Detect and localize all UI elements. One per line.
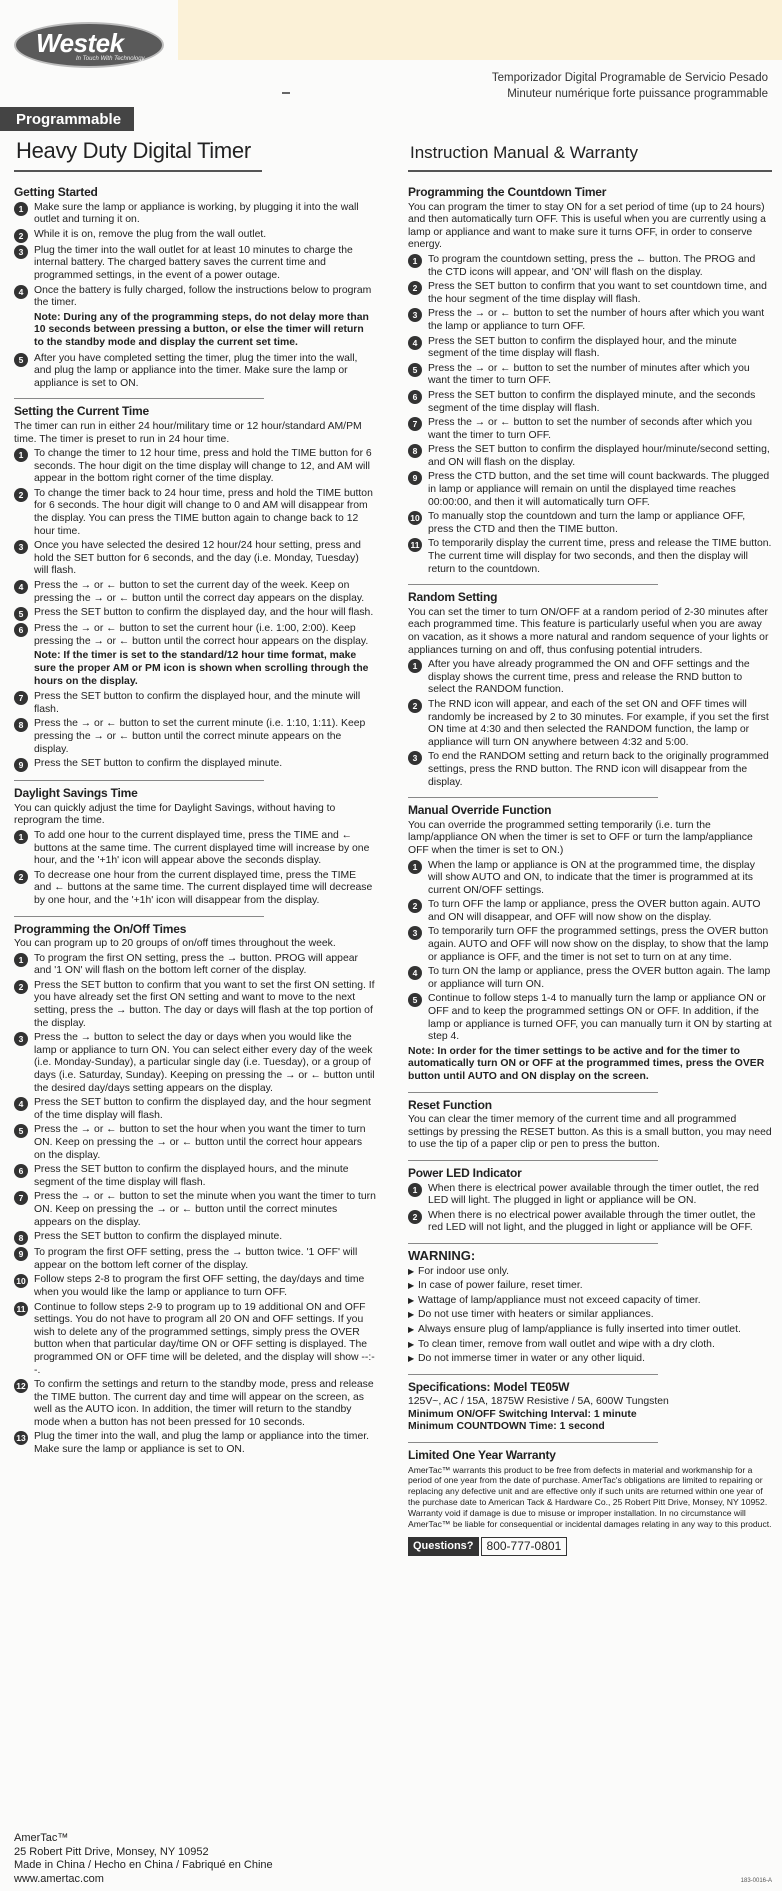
spec-line: Minimum COUNTDOWN Time: 1 second	[408, 1421, 605, 1433]
print-mark	[282, 92, 290, 94]
section-title: Manual Override Function	[408, 803, 552, 818]
section-divider	[408, 797, 658, 798]
step: 7 Press the SET button to confirm the displayed hour, and the minute will flash.	[14, 691, 376, 716]
section-power-led	[408, 1167, 772, 1235]
step: 3 To temporarily turn OFF the programmed settings, press the OVER button again. AUTO and OFF will now show on the display, to show that the lamp or appliance is OFF, and the timer is not set to turn on at any time.	[408, 926, 772, 964]
section-divider	[408, 1160, 658, 1161]
step: 4 To turn ON the lamp or appliance, press the OVER button again. The lamp or appliance will turn ON.	[408, 966, 772, 991]
warning-item: ▶ Do not use timer with heaters or similar appliances.	[408, 1309, 654, 1321]
step: 9 Press the CTD button, and the set time will count backwards. The plugged in lamp or appliance will remain on until the displayed time reaches 00:00:00, and then it will automatically turn OFF.	[408, 471, 772, 509]
logo-tagline: In Touch With Technology	[76, 56, 145, 62]
step: 1 Make sure the lamp or appliance is working, by plugging it into the wall outlet and turning it on.	[14, 202, 376, 227]
section-on-off-times	[14, 923, 376, 1457]
step: 10 Follow steps 2-8 to program the first OFF setting, the day/days and time when you would like the lamp or appliance to turn OFF.	[14, 1274, 376, 1299]
step: 1 To add one hour to the current displayed time, press the TIME and ← buttons at the same time. The current displayed time will increase by one hour, and the '+1h' icon will appear above the seconds display.	[14, 830, 376, 868]
section-daylight-savings	[14, 787, 376, 907]
top-color-band	[178, 0, 782, 60]
manual-title: Instruction Manual & Warranty	[410, 143, 639, 162]
westek-logo	[14, 22, 164, 78]
step: 2 To turn OFF the lamp or appliance, press the OVER button again. AUTO and ON will disappear, and OFF will now show on the display.	[408, 899, 772, 924]
step: 1 To change the timer to 12 hour time, press and hold the TIME button for 6 seconds. The hour digit on the time display will change to 12, and AM will appear in the bottom right corner of the time display.	[14, 448, 376, 486]
step: 3 Once you have selected the desired 12 hour/24 hour setting, press and hold the SET button for 6 seconds, and the day (i.e. Monday, Tuesday) will flash.	[14, 540, 376, 578]
step: 3 To end the RANDOM setting and return back to the originally programmed settings, press the RND button. The RND icon will disappear from the display.	[408, 751, 772, 789]
step: 5 After you have completed setting the timer, plug the timer into the wall, and plug the lamp or appliance into the timer. Make sure the lamp or appliance is set to ON.	[14, 353, 376, 391]
spec-line: Minimum ON/OFF Switching Interval: 1 minute	[408, 1408, 637, 1420]
section-title: Getting Started	[14, 185, 98, 199]
section-divider	[408, 1243, 658, 1244]
section-title: Setting the Current Time	[14, 404, 149, 419]
step: 2 While it is on, remove the plug from the wall outlet.	[14, 229, 376, 243]
section-divider	[408, 1092, 658, 1093]
step: 3 Plug the timer into the wall outlet for at least 10 minutes to charge the internal battery. The charged battery saves the current time and programmed settings, in the event of a power outage.	[14, 245, 376, 283]
section-title: Power LED Indicator	[408, 1165, 522, 1180]
warning-item: ▶ For indoor use only.	[408, 1265, 510, 1277]
section-title: Daylight Savings Time	[14, 786, 138, 801]
warning-item: ▶ In case of power failure, reset timer.	[408, 1280, 583, 1292]
section-manual-override	[408, 804, 772, 1083]
step: 1 To program the first ON setting, press the → button. PROG will appear and '1 ON' will flash on the bottom left corner of the display.	[14, 953, 376, 978]
step: 5 Press the → or ← button to set the number of minutes after which you want the timer to turn OFF.	[408, 363, 772, 388]
support-phone[interactable]: 800-777-0801	[481, 1537, 568, 1556]
step: 2 Press the SET button to confirm that you want to set countdown time, and the hour segment of the time display will flash.	[408, 281, 772, 306]
title-rule-right	[408, 170, 772, 172]
logo-brand: Westek	[36, 28, 124, 58]
step: 11 To temporarily display the current time, press and release the TIME button. The current time will display for two seconds, and then the display will return to the countdown.	[408, 538, 772, 576]
step: 4 Once the battery is fully charged, follow the instructions below to program the timer.	[14, 285, 376, 310]
step: 6 Press the SET button to confirm the displayed minute, and the seconds segment of the time display will flash.	[408, 390, 772, 415]
section-intro: You can program up to 20 groups of on/off times throughout the week.	[14, 938, 336, 950]
step: 5 Continue to follow steps 1-4 to manually turn the lamp or appliance ON or OFF and to keep the programmed settings ON or OFF. In addition, if the lamp or appliance is turned OFF, you can manually turn it ON by starting at step 4.	[408, 993, 772, 1043]
section-text: You can clear the timer memory of the current time and all programmed settings by pressing the RESET button. As this is a small button, you may need to use the tip of a paper clip or pen to press the button.	[408, 1114, 772, 1151]
step: 6 Press the SET button to confirm the displayed hours, and the minute segment of the time display will flash.	[14, 1164, 376, 1189]
warning-item: ▶ Wattage of lamp/appliance must not exceed capacity of timer.	[408, 1294, 701, 1306]
title-spanish: Temporizador Digital Programable de Servicio Pesado	[491, 72, 768, 84]
note: Note: In order for the timer settings to be active and for the timer to automatically turn ON or OFF at the programmed times, press the OVER button until AUTO and ON display on the screen.	[408, 1045, 765, 1082]
section-intro: You can program the timer to stay ON for a set period of time (up to 24 hours) and then automatically turn OFF. This is useful when you are currently using a lamp or appliance and want to make sure it turns OFF, in order to conserve energy.	[408, 201, 766, 251]
step: 4 Press the SET button to confirm the displayed day, and the hour segment of the time display will flash.	[14, 1097, 376, 1122]
step: 2 When there is no electrical power available through the timer outlet, the red LED will not light, and the plugged in light or appliance will be OFF.	[408, 1210, 772, 1235]
step: 13 Plug the timer into the wall, and plug the lamp or appliance into the timer. Make sure the lamp or appliance is set to ON.	[14, 1431, 376, 1456]
step: 8 Press the → or ← button to set the current minute (i.e. 1:10, 1:11). Keep pressing the → or ← button until the correct minute appears on the display.	[14, 718, 376, 756]
bullet-icon: ▶	[408, 1354, 415, 1364]
left-column	[14, 186, 376, 1465]
section-title: Reset Function	[408, 1097, 492, 1112]
title-french: Minuteur numérique forte puissance programmable	[507, 88, 768, 100]
step: 1 After you have already programmed the ON and OFF settings and the display shows the current time, press and release the RND button to select the RANDOM function.	[408, 659, 772, 697]
section-intro: You can override the programmed setting temporarily (i.e. turn the lamp/appliance ON when the timer is set to OFF or turn the lamp/appliance OFF when the timer is set to ON.)	[408, 819, 753, 856]
section-countdown	[408, 186, 772, 576]
step: 2 To decrease one hour from the current displayed time, press the TIME and ← buttons at the same time. The current displayed time will decrease by one hour, and the '+1h' icon will disappear from the display.	[14, 870, 376, 908]
step: 6 Press the → or ← button to set the current hour (i.e. 1:00, 2:00). Keep pressing the → or ← button until the correct hour appears on the display.	[14, 623, 376, 648]
step: 7 Press the → or ← button to set the number of seconds after which you want the timer to turn OFF.	[408, 417, 772, 442]
section-intro: The timer can run in either 24 hour/military time or 12 hour/standard AM/PM time. The timer is preset to run in 24 hour time.	[14, 420, 362, 445]
note: Note: During any of the programming steps, do not delay more than 10 seconds between pressing a button, or else the timer will return to the standby mode and display the current set time.	[34, 311, 369, 348]
section-title: Programming the On/Off Times	[14, 921, 187, 936]
section-divider	[14, 916, 264, 917]
warning-title: WARNING:	[408, 1247, 476, 1263]
step: 5 Press the → or ← button to set the hour when you want the timer to turn ON. Keep on pressing the → or ← button until the correct hour appears on the display.	[14, 1124, 376, 1162]
bullet-icon: ▶	[408, 1295, 415, 1305]
warning-item: ▶ To clean timer, remove from wall outlet and wipe with a dry cloth.	[408, 1338, 715, 1350]
warning-item: ▶ Do not immerse timer in water or any other liquid.	[408, 1353, 645, 1365]
step: 5 Press the SET button to confirm the displayed day, and the hour will flash.	[14, 607, 376, 621]
step: 9 To program the first OFF setting, press the → button twice. '1 OFF' will appear on the bottom left corner of the display.	[14, 1247, 376, 1272]
section-divider	[408, 1442, 658, 1443]
section-warranty	[408, 1449, 772, 1556]
bullet-icon: ▶	[408, 1281, 415, 1291]
bullet-icon: ▶	[408, 1266, 415, 1276]
step: 9 Press the SET button to confirm the displayed minute.	[14, 758, 376, 772]
note: Note: If the timer is set to the standard/12 hour time format, make sure the proper AM or PM icon is shown when scrolling through the hours on the display.	[34, 650, 369, 687]
section-random	[408, 591, 772, 789]
questions-box	[408, 1537, 772, 1556]
company-address: 25 Robert Pitt Drive, Monsey, NY 10952	[14, 1845, 209, 1858]
bullet-icon: ▶	[408, 1324, 415, 1334]
company-name: AmerTac™	[14, 1832, 69, 1844]
section-divider	[14, 780, 264, 781]
section-current-time	[14, 405, 376, 772]
step: 3 Press the → button to select the day or days when you would like the lamp or appliance to turn ON. You can select either every day of the week (i.e. Monday-Sunday), a particular single day (i.e. Tuesday), or a group of days (i.e. Saturday, Sunday). Keeping on pressing the → or ← button until the desired day/days setting appears on the display.	[14, 1032, 376, 1095]
company-website[interactable]: www.amertac.com	[14, 1872, 104, 1885]
section-getting-started	[14, 186, 376, 390]
section-title: Specifications: Model TE05W	[408, 1379, 570, 1394]
section-title: Limited One Year Warranty	[408, 1448, 556, 1463]
company-footer	[14, 1832, 273, 1886]
part-number: 183-0016-A	[740, 1878, 772, 1884]
section-title: Random Setting	[408, 590, 498, 605]
step: 2 The RND icon will appear, and each of the set ON and OFF times will randomly be increased by 2 to 30 minutes. For example, if you set the first ON time at 4:30 and then selected the RANDOM function, the lamp or appliance will turn ON anywhere between 4:32 and 5:00.	[408, 699, 772, 749]
bullet-icon: ▶	[408, 1310, 415, 1320]
section-title: Programming the Countdown Timer	[408, 185, 607, 199]
questions-label: Questions?	[408, 1537, 479, 1556]
step: 7 Press the → or ← button to set the minute when you want the timer to turn ON. Keep on pressing the → or ← button until the correct minutes appears on the display.	[14, 1191, 376, 1229]
warning-item: ▶ Always ensure plug of lamp/appliance is fully inserted into timer outlet.	[408, 1323, 741, 1335]
section-specifications	[408, 1381, 772, 1434]
step: 11 Continue to follow steps 2-9 to program up to 19 additional ON and OFF settings. You do not have to program all 20 ON and OFF settings. If you wish to delete any of the programmed settings, simply press the OVER button when that particular day/time ON or OFF setting is displayed. The programmed ON or OFF time will be deleted, and the display will show --:--.	[14, 1302, 376, 1378]
step: 4 Press the SET button to confirm the displayed hour, and the minute segment of the time display will flash.	[408, 336, 772, 361]
step: 2 To change the timer back to 24 hour time, press and hold the TIME button for 6 seconds. The hour digit will change to 0 and AM will disappear from the display. You can press the TIME button again to change back to 12 hour time.	[14, 488, 376, 538]
spec-line: 125V~, AC / 15A, 1875W Resistive / 5A, 600W Tungsten	[408, 1396, 669, 1408]
warranty-text: AmerTac™ warrants this product to be free from defects in material and workmanship for a period of one year from the date of purchase. AmerTac's obligations are limited to repairing or replacing any defective unit and are effective only if such units are returned within one year of the purchase date to American Tack & Hardware Co., 25 Robert Pitt Drive, Monsey, NY 10952. Warranty void if damage is due to misuse or improper installation. In no circumstance will AmerTac™ be liable for consequential or incidental damages relating in any way to this product.	[408, 1464, 772, 1529]
step: 1 When the lamp or appliance is ON at the programmed time, the display will show AUTO and ON, to indicate that the timer is programmed at its current ON/OFF settings.	[408, 860, 772, 898]
step: 2 Press the SET button to confirm that you want to set the first ON setting. If you have already set the first ON setting and want to move to the next setting, press the → button. The day or days will flash at the top portion of the display.	[14, 980, 376, 1030]
programmable-badge: Programmable	[0, 107, 134, 131]
section-warning	[408, 1247, 772, 1366]
right-column	[408, 186, 772, 1564]
section-reset	[408, 1099, 772, 1152]
section-divider	[14, 398, 264, 399]
title-rule-left	[14, 170, 262, 172]
made-in: Made in China / Hecho en China / Fabriqué en Chine	[14, 1859, 273, 1872]
bullet-icon: ▶	[408, 1339, 415, 1349]
step: 8 Press the SET button to confirm the displayed hour/minute/second setting, and ON will flash on the display.	[408, 444, 772, 469]
page-title: Heavy Duty Digital Timer	[16, 138, 251, 163]
section-intro: You can quickly adjust the time for Daylight Savings, without having to reprogram the time.	[14, 802, 336, 827]
step: 3 Press the → or ← button to set the number of hours after which you want the lamp or appliance to turn OFF.	[408, 308, 772, 333]
step: 10 To manually stop the countdown and turn the lamp or appliance OFF, press the CTD and then the TIME button.	[408, 511, 772, 536]
step: 4 Press the → or ← button to set the current day of the week. Keep on pressing the → or ← button until the correct day appears on the display.	[14, 580, 376, 605]
section-divider	[408, 1374, 658, 1375]
step: 12 To confirm the settings and return to the standby mode, press and release the TIME button. The current day and time will appear on the screen, as well as the AUTO icon. In addition, the timer will return to the standby mode when a button has not been pressed for 10 seconds.	[14, 1379, 376, 1429]
step: 1 To program the countdown setting, press the ← button. The PROG and the CTD icons will appear, and 'ON' will flash on the display.	[408, 254, 772, 279]
step: 8 Press the SET button to confirm the displayed minute.	[14, 1231, 376, 1245]
section-intro: You can set the timer to turn ON/OFF at a random period of 2-30 minutes after each programmed time. This feature is particularly useful when you are away on vacation, as it shows a more natural and random sequence of your lights or appliances turning on and off, thus confusing potential intruders.	[408, 606, 769, 656]
step: 1 When there is electrical power available through the timer outlet, the red LED will light. The plugged in light or appliance will be ON.	[408, 1183, 772, 1208]
section-divider	[408, 584, 658, 585]
